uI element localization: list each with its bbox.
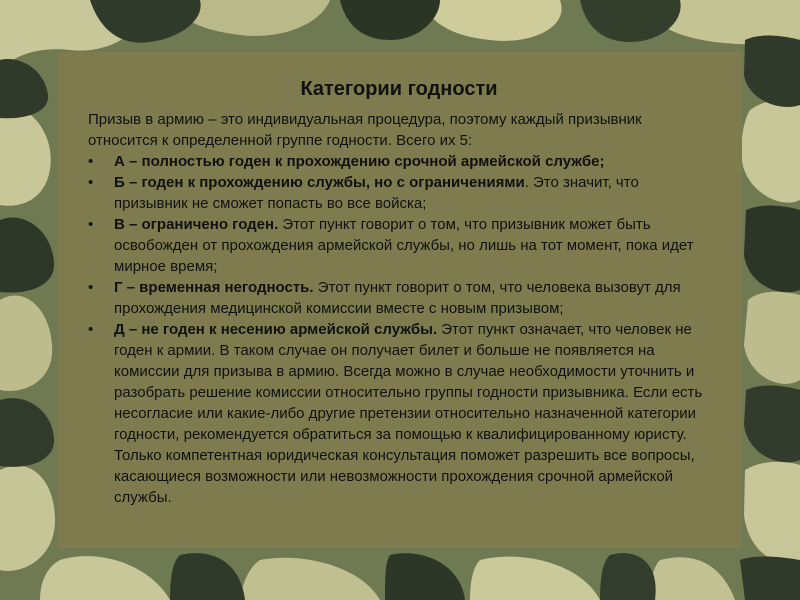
content-panel xyxy=(58,52,742,548)
bullet-icon: • xyxy=(88,216,94,233)
list-item-category-a: • А – полностью годен к прохождению срочной армейской службе; xyxy=(88,153,605,170)
list-item-category-v: • В – ограничено годен. Этот пункт говорит о том, что призывник может быть освобожден от прохождения армейской службы, но лишь на тот момент, пока идет мирное время; xyxy=(88,216,694,275)
category-list xyxy=(88,151,710,508)
bullet-icon: • xyxy=(88,174,94,191)
bullet-icon: • xyxy=(88,153,94,170)
list-item-category-b: • Б – годен к прохождению службы, но с ограничениями. Это значит, что призывник не сможет попасть во все войска; xyxy=(88,174,639,212)
slide-title: Категории годности xyxy=(300,78,498,100)
intro-paragraph: Призыв в армию – это индивидуальная процедура, поэтому каждый призывник относится к определенной группе годности. Всего их 5: xyxy=(88,111,642,149)
list-item-category-d: • Д – не годен к несению армейской службы. Этот пункт означает, что человек не годен к армии. В таком случае он получает билет и больше не появляется на комиссии для призыва в армию. Всегда можно в случае необходимости уточнить и разобрать решение комиссии относительно группы годности призывника. Если есть несогласие или какие-либо другие претензии относительно назначенной категории годности, рекомендуется обратиться за помощью к квалифицированному юристу. Только компетентная юридическая консультация поможет разрешить все вопросы, касающиеся возможности или невозможности прохождения срочной армейской службы. xyxy=(88,321,703,506)
bullet-icon: • xyxy=(88,279,94,296)
bullet-icon: • xyxy=(88,321,94,338)
list-item-category-g: • Г – временная негодность. Этот пункт говорит о том, что человека вызовут для прохождения медицинской комиссии вместе с новым призывом; xyxy=(88,279,681,317)
